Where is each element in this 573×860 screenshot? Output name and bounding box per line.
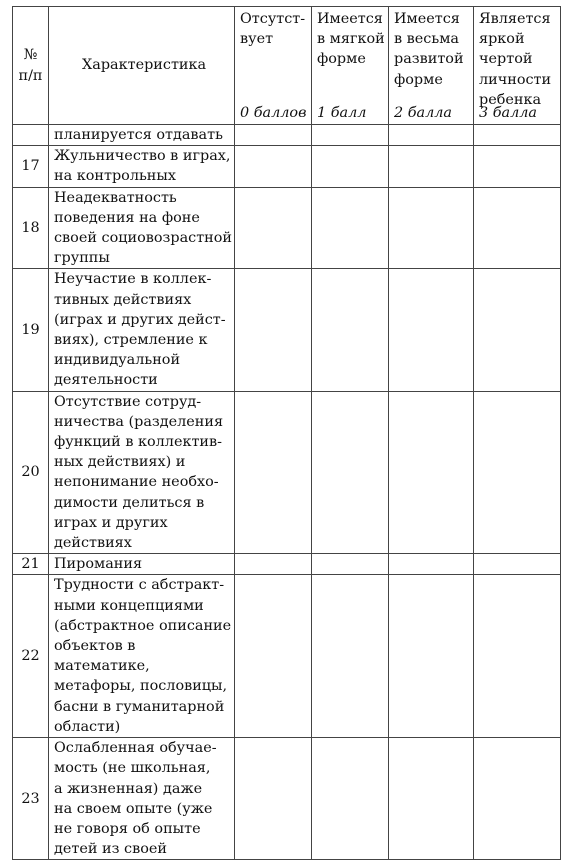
row-characteristic — [49, 554, 235, 575]
characteristic-line: (абстрактное описание — [54, 617, 232, 634]
rating-cell[interactable] — [312, 187, 389, 269]
rating-cell[interactable] — [312, 391, 389, 554]
rating-cell[interactable] — [474, 187, 561, 269]
header-rating-label-line: яркой — [479, 31, 525, 48]
row-characteristic — [49, 575, 235, 738]
rating-cell[interactable] — [474, 738, 561, 860]
table-row — [13, 146, 561, 187]
header-rating-label-line: Имеется — [394, 11, 460, 27]
characteristic-line: Трудности с абстракт- — [54, 577, 225, 594]
header-rating-cell — [389, 7, 474, 125]
header-rating-label-line: вует — [240, 31, 274, 48]
rating-cell[interactable] — [235, 187, 312, 269]
header-number-cell — [13, 7, 49, 125]
table-row — [13, 738, 561, 860]
characteristic-line: деятельности — [54, 372, 158, 389]
characteristic-line: Неадекватность — [54, 189, 177, 206]
row-number: 19 — [13, 269, 49, 391]
header-rating-label-line: Имеется — [317, 11, 383, 27]
characteristic-line: (играх и других дейст- — [54, 311, 226, 328]
characteristic-line: Ослабленная обучае- — [54, 740, 217, 757]
characteristic-line: группы — [54, 250, 110, 267]
rating-cell[interactable] — [389, 391, 474, 554]
rating-cell[interactable] — [235, 125, 312, 146]
row-number: 18 — [13, 187, 49, 269]
row-characteristic — [49, 269, 235, 391]
characteristic-line: планируется отдавать — [54, 127, 223, 143]
rating-cell[interactable] — [312, 269, 389, 391]
characteristic-line: Отсутствие сотруд- — [54, 393, 202, 410]
header-rating-label — [240, 9, 309, 49]
rating-cell[interactable] — [474, 269, 561, 391]
header-rating-points: 0 баллов — [240, 104, 307, 121]
rating-cell[interactable] — [312, 146, 389, 187]
characteristic-line: а жизненная) даже — [54, 780, 203, 797]
rating-cell[interactable] — [474, 575, 561, 738]
header-rating-label-line: Отсутст- — [240, 11, 306, 27]
rating-cell[interactable] — [312, 125, 389, 146]
rating-cell[interactable] — [474, 554, 561, 575]
characteristic-line: на своем опыте (уже — [54, 800, 213, 817]
characteristic-line: Неучастие в коллек- — [54, 271, 212, 288]
rating-cell[interactable] — [389, 269, 474, 391]
rating-cell[interactable] — [389, 575, 474, 738]
characteristic-line: ничества (разделения — [54, 413, 224, 430]
header-rating-label-line: личности — [479, 71, 552, 88]
rating-cell[interactable] — [312, 738, 389, 860]
header-number-abbrev: п/п — [18, 67, 43, 84]
table-row — [13, 554, 561, 575]
rating-cell[interactable] — [474, 391, 561, 554]
row-characteristic — [49, 187, 235, 269]
header-rating-cell — [312, 7, 389, 125]
characteristic-line: индивидуальной — [54, 352, 181, 369]
characteristic-line: ными концепциями — [54, 597, 204, 614]
header-rating-label-line: форме — [317, 51, 366, 68]
table-row — [13, 125, 561, 146]
header-rating-label-line: ребенка — [479, 91, 542, 108]
rating-cell[interactable] — [474, 146, 561, 187]
characteristic-line: тивных действиях — [54, 291, 192, 308]
row-number: 23 — [13, 738, 49, 860]
rating-cell[interactable] — [312, 554, 389, 575]
header-rating-points: 3 балла — [479, 104, 537, 121]
rating-cell[interactable] — [235, 554, 312, 575]
characteristic-line: ных действиях) и — [54, 454, 186, 471]
rating-cell[interactable] — [235, 269, 312, 391]
row-number — [13, 125, 49, 146]
rating-cell[interactable] — [389, 187, 474, 269]
header-rating-label-line: развитой — [394, 51, 464, 68]
header-rating-label — [479, 9, 558, 110]
assessment-table — [12, 6, 561, 860]
rating-cell[interactable] — [312, 575, 389, 738]
rating-cell[interactable] — [474, 125, 561, 146]
characteristic-line: димости делиться в — [54, 494, 205, 511]
characteristic-line: метафоры, пословицы, — [54, 678, 228, 695]
rating-cell[interactable] — [235, 575, 312, 738]
characteristic-line: виях), стремление к — [54, 332, 208, 349]
header-rating-label — [317, 9, 386, 70]
characteristic-line: объектов в математике, — [54, 638, 150, 675]
header-rating-label-line: Является — [479, 11, 551, 27]
row-characteristic — [49, 391, 235, 554]
characteristic-line: мость (не школьная, — [54, 760, 211, 777]
row-characteristic — [49, 146, 235, 187]
header-rating-cell — [474, 7, 561, 125]
header-rating-label — [394, 9, 471, 90]
header-row — [13, 7, 561, 125]
characteristic-line: действиях — [54, 535, 132, 552]
header-characteristic-cell — [49, 7, 235, 125]
row-characteristic — [49, 738, 235, 860]
rating-cell[interactable] — [389, 554, 474, 575]
rating-cell[interactable] — [389, 146, 474, 187]
characteristic-line: басни в гуманитарной — [54, 698, 225, 715]
row-number: 17 — [13, 146, 49, 187]
characteristic-line: Жульничество в играх, — [54, 148, 231, 165]
characteristic-line: непонимание необхо- — [54, 474, 219, 491]
characteristic-line: не говоря об опыте — [54, 820, 201, 837]
header-rating-points: 1 балл — [317, 104, 367, 121]
header-rating-cell — [235, 7, 312, 125]
table-row — [13, 575, 561, 738]
characteristic-line: поведения на фоне — [54, 209, 200, 226]
header-rating-label-line: чертой — [479, 51, 533, 68]
characteristic-line: на контрольных — [54, 168, 176, 185]
characteristic-line: своей социовозрастной — [54, 230, 233, 247]
row-characteristic — [49, 125, 235, 146]
header-characteristic-label: Характеристика — [82, 57, 207, 74]
rating-cell[interactable] — [389, 125, 474, 146]
header-rating-points: 2 балла — [394, 104, 452, 121]
table-row — [13, 187, 561, 269]
table-row — [13, 391, 561, 554]
rating-cell[interactable] — [235, 146, 312, 187]
rating-cell[interactable] — [235, 391, 312, 554]
characteristic-line: функций в коллектив- — [54, 434, 222, 451]
table-row — [13, 269, 561, 391]
header-rating-label-line: форме — [394, 71, 443, 88]
header-number-symbol: № — [23, 47, 38, 64]
rating-cell[interactable] — [389, 738, 474, 860]
rating-cell[interactable] — [235, 738, 312, 860]
row-number: 22 — [13, 575, 49, 738]
characteristic-line: области) — [54, 718, 121, 735]
characteristic-line: Пиромания — [54, 556, 143, 573]
row-number: 20 — [13, 391, 49, 554]
characteristic-line: детей из своей — [54, 841, 167, 858]
header-rating-label-line: в весьма — [394, 31, 459, 48]
row-number: 21 — [13, 554, 49, 575]
header-rating-label-line: в мягкой — [317, 31, 385, 48]
characteristic-line: играх и других — [54, 514, 168, 531]
